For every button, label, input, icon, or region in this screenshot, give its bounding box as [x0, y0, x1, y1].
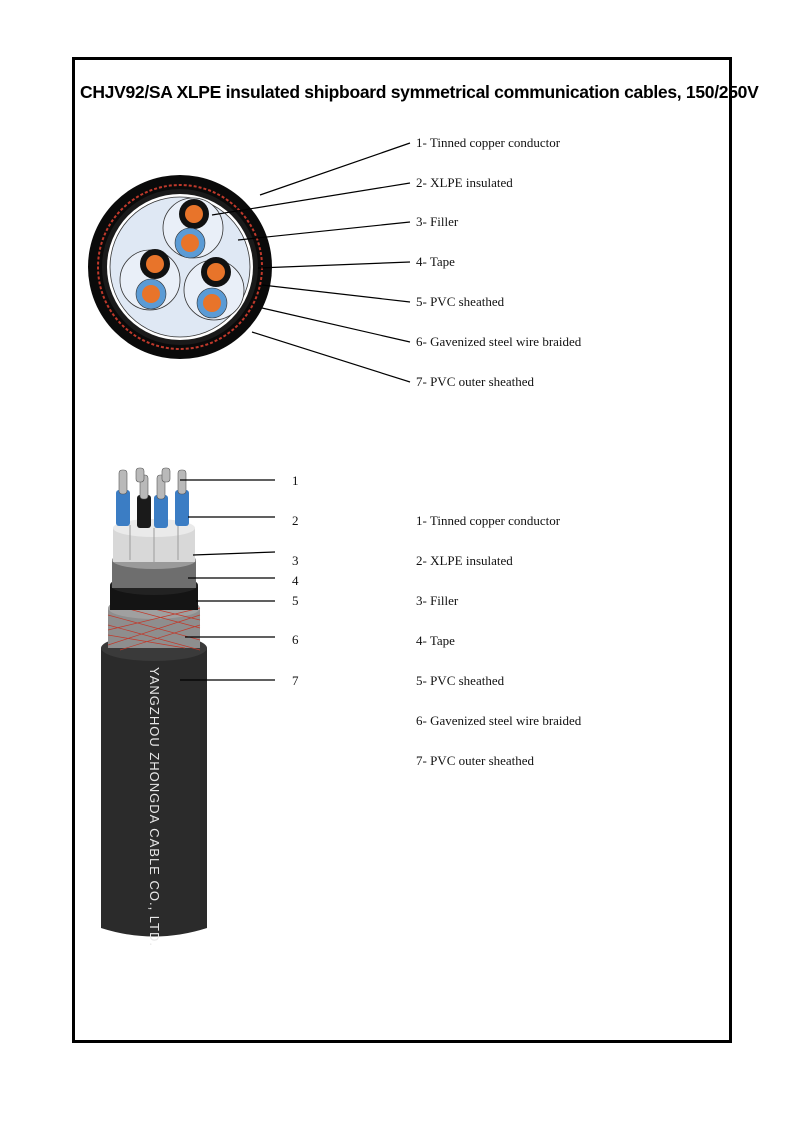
cross-label-4: 4- Tape [416, 254, 455, 269]
page-title: CHJV92/SA XLPE insulated shipboard symmetrical communication cables, 150/250V [80, 82, 759, 102]
cross-label-2: 2- XLPE insulated [416, 175, 513, 190]
legend-label-2: 2- XLPE insulated [416, 553, 513, 568]
legend-label-5: 5- PVC sheathed [416, 673, 505, 688]
copper-conductor [203, 294, 221, 312]
layer-number-7: 7 [292, 673, 299, 688]
copper-conductor [185, 205, 203, 223]
copper-conductor [146, 255, 164, 273]
cross-label-3: 3- Filler [416, 214, 459, 229]
cross-label-1: 1- Tinned copper conductor [416, 135, 561, 150]
legend-label-4: 4- Tape [416, 633, 455, 648]
copper-conductor [142, 285, 160, 303]
layer-number-2: 2 [292, 513, 299, 528]
layer-number-6: 6 [292, 632, 299, 647]
layer-number-4: 4 [292, 573, 299, 588]
cross-label-5: 5- PVC sheathed [416, 294, 505, 309]
layer-number-3: 3 [292, 553, 299, 568]
legend-label-7: 7- PVC outer sheathed [416, 753, 535, 768]
copper-conductor [181, 234, 199, 252]
layer-number-5: 5 [292, 593, 299, 608]
legend-label-1: 1- Tinned copper conductor [416, 513, 561, 528]
legend-label-6: 6- Gavenized steel wire braided [416, 713, 582, 728]
legend-label-3: 3- Filler [416, 593, 459, 608]
cross-label-6: 6- Gavenized steel wire braided [416, 334, 582, 349]
cross-label-7: 7- PVC outer sheathed [416, 374, 535, 389]
layer-number-1: 1 [292, 473, 299, 488]
copper-conductor [207, 263, 225, 281]
cable-print: YANGZHOU ZHONGDA CABLE CO., LTD. [147, 667, 162, 947]
cross-section [88, 175, 272, 359]
